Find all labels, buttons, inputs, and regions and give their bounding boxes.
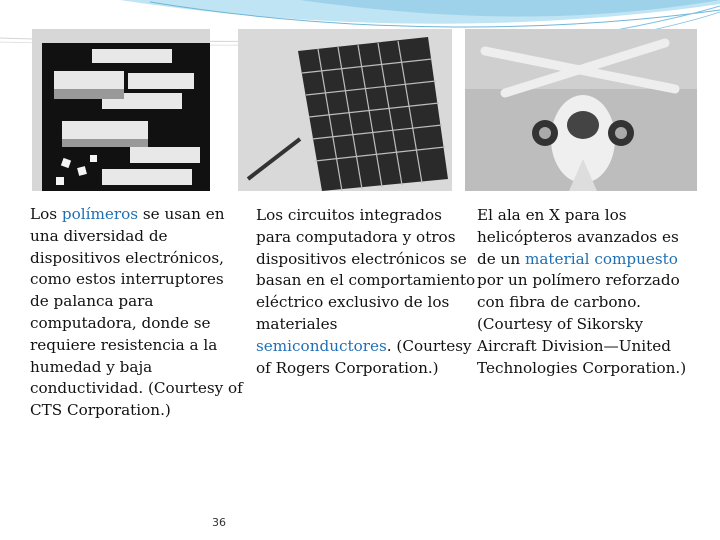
caption-composites: El ala en X para los helicópteros avanzados es de un material compuesto por un polímero reforzado con fibra de carbono. (Courtesy of Sikorsky Aircraft Division—United Technologies Corporation.) [477,206,687,377]
highlight-term: polímeros [61,205,139,223]
photo-x-wing-helicopter [465,29,697,191]
photo-integrated-circuits [238,29,452,191]
highlight-term: semiconductores [256,336,387,355]
highlight-term: material compuesto [524,249,678,268]
photo-toggle-switches [32,29,210,191]
caption-polymers: Los polímeros se usan en una diversidad de dispositivos electrónicos, como estos interruptores de palanca para computadora, donde se requiere resistencia a la humedad y baja conductividad. (Courtesy of CTS Corporation.) [30,205,243,420]
caption-semiconductors: Los circuitos integrados para computadora y otros dispositivos electrónicos se basan en el comportamiento eléctrico exclusivo de los materiales semiconductores. (Courtesy of Rogers Corporation.) [256,206,476,377]
page-number: 36 [212,516,226,529]
